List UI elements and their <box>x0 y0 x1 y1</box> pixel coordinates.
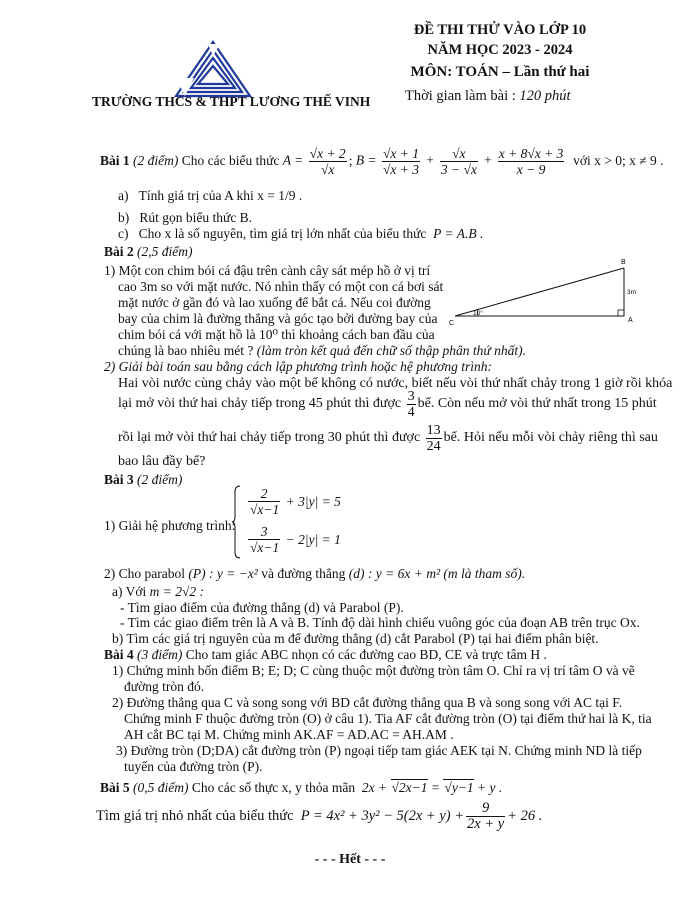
bai3-b: b) Tìm các giá trị nguyên của m để đường thẳng (d) cắt Parabol (P) tại hai điểm phân biệt. <box>112 631 599 646</box>
bai2-p2-line1: Hai vòi nước cùng chảy vào một bể không có nước, biết nếu vòi thứ nhất chảy trong 1 giờ rồi khóa <box>118 376 673 391</box>
bai1-header: Bài 1 (2 điểm) Cho các biểu thức A = $\frac{√x + 2}{√x}$ ; B = $\frac{√x + 1}{√x + 3}$ + $\frac{√x}{3 - √x}$ + $\frac{x + 8√x + 3}{x - 9}$ với x > 0; x ≠ 9 . <box>100 145 664 177</box>
equation-system: $\frac{2}{√x-1}$ + 3|y| = 5 $\frac{3}{√x-1}$ − 2|y| = 1 <box>232 484 372 560</box>
bai3-p2: 2) Cho parabol (P) : y = −x² và đường thẳng (d) : y = 6x + m² (m là tham số). <box>104 566 526 581</box>
bai4-header: Bài 4 (3 điểm) Cho tam giác ABC nhọn có các đường cao BD, CE và trực tâm H . <box>104 647 547 662</box>
bai2-p2-title: 2) Giải bài toán sau bằng cách lập phương trình hoặc hệ phương trình: <box>104 359 492 374</box>
subject: MÔN: TOÁN – Lần thứ hai <box>410 64 590 80</box>
figure-label-c: C <box>449 320 455 327</box>
expr-a: A = $\frac{√x + 2}{√x}$ <box>282 145 346 177</box>
bai2-p1-line1: 1) Một con chim bói cá đậu trên cành cây sát mép hồ ở vị trí <box>104 263 431 278</box>
bai3-a-item2: - Tìm các giao điểm trên là A và B. Tính độ dài hình chiếu vuông góc của đoạn AB trên trục Ox. <box>120 615 640 630</box>
bird-triangle-figure <box>440 254 650 332</box>
bai2-p1-line6: chúng là bao nhiêu mét ? (làm tròn kết quả đến chữ số thập phân thứ nhất). <box>118 343 527 358</box>
bai4-p2-line1: 2) Đường thẳng qua C và song song với BD cắt đường thẳng qua B và song song với AC tại F. <box>112 695 623 710</box>
bai1-a: a) Tính giá trị của A khi x = 1/9 . <box>118 188 303 203</box>
bai2-p2-line2: lại mở vòi thứ hai chảy tiếp trong 45 phút thì được $\frac{3}{4}$ bể. Còn nếu mở vòi thứ nhất trong 15 phút <box>118 388 657 420</box>
bai4-p3-line1: 3) Đường tròn (D;DA) cắt đường tròn (P) ngoại tiếp tam giác AEK tại N. Chứng minh ND là tiếp <box>116 743 642 758</box>
bai2-p2-line4: bao lâu đầy bể? <box>118 454 206 469</box>
bai4-p3-line2: tuyến của đường tròn (P). <box>124 759 263 774</box>
bai2-p2-line3: rồi lại mở vòi thứ hai chảy tiếp trong 30 phút thì được $\frac{13}{24}$ bể. Hỏi nếu mỗi vòi chảy riêng thì sau <box>118 422 658 454</box>
figure-height: 3m <box>627 289 637 296</box>
bai2-p1-line2: cao 3m so với mặt nước. Nó nhìn thấy có một con cá bơi sát <box>118 279 444 294</box>
bai4-p1-line1: 1) Chứng minh bốn điểm B; E; D; C cùng thuộc một đường tròn tâm O. Chỉ ra vị trí tâm O và vẽ <box>112 663 635 678</box>
exam-time: Thời gian làm bài : 120 phút <box>405 88 571 104</box>
bai4-p2-line2: Chứng minh F thuộc đường tròn (O) ở câu 1). Tia AF cắt đường tròn (O) tại điểm thứ hai là K, tia <box>124 711 652 726</box>
bai1-c: c) Cho x là số nguyên, tìm giá trị lớn nhất của biểu thức P = A.B . <box>118 226 484 241</box>
bai1-a-value: x = 1/9 . <box>257 188 303 203</box>
bai3-a-item1: - Tìm giao điểm của đường thẳng (d) và Parabol (P). <box>120 600 404 615</box>
figure-label-b: B <box>621 259 626 266</box>
expr-b: B = $\frac{√x + 1}{√x + 3}$ + $\frac{√x}{3 - √x}$ + $\frac{x + 8√x + 3}{x - 9}$ <box>352 145 564 177</box>
bai5-line2: Tìm giá trị nhỏ nhất của biểu thức P = 4x² + 3y² − 5(2x + y) + $\frac{9}{2x + y}$ + 26 . <box>96 799 543 832</box>
bai2-header: Bài 2 (2,5 điểm) <box>104 244 193 259</box>
figure-label-a: A <box>628 317 633 324</box>
exam-title: ĐỀ THI THỬ VÀO LỚP 10 <box>413 22 587 38</box>
bai3-a: a) Với m = 2√2 : <box>112 584 205 599</box>
school-year: NĂM HỌC 2023 - 2024 <box>427 42 573 58</box>
bai2-p1-line5: chim bói cá với mặt hồ là 10⁰ thì khoảng cách ban đầu của <box>118 327 435 342</box>
bai5-header: Bài 5 (0,5 điểm) Cho các số thực x, y thỏa mãn 2x + √2x−1 = √y−1 + y . <box>100 780 503 795</box>
bai2-p1-line4: bay của chim là đường thẳng và góc tạo bởi đường bay của <box>118 311 438 326</box>
bai1-b: b) Rút gọn biểu thức B. <box>118 210 253 225</box>
bai1-condition: với x > 0; x ≠ 9 . <box>573 153 664 168</box>
figure-angle: 10° <box>473 310 483 317</box>
school-name: TRƯỜNG THCS & THPT LƯƠNG THẾ VINH <box>92 94 371 109</box>
school-logo <box>172 38 254 100</box>
end-marker: - - - Hết - - - <box>314 852 386 867</box>
bai2-p1-line3: mặt nước ở gần đó và lao xuống để bắt cá. Nếu coi đường <box>118 295 431 310</box>
bai4-p1-line2: đường tròn đó. <box>124 679 205 694</box>
bai4-p2-line3: AH cắt BC tại M. Chứng minh AK.AF = AD.AC = AH.AM . <box>124 727 454 742</box>
bai3-p1: 1) Giải hệ phương trình: <box>104 518 236 533</box>
bai3-header: Bài 3 (2 điểm) <box>104 472 183 487</box>
